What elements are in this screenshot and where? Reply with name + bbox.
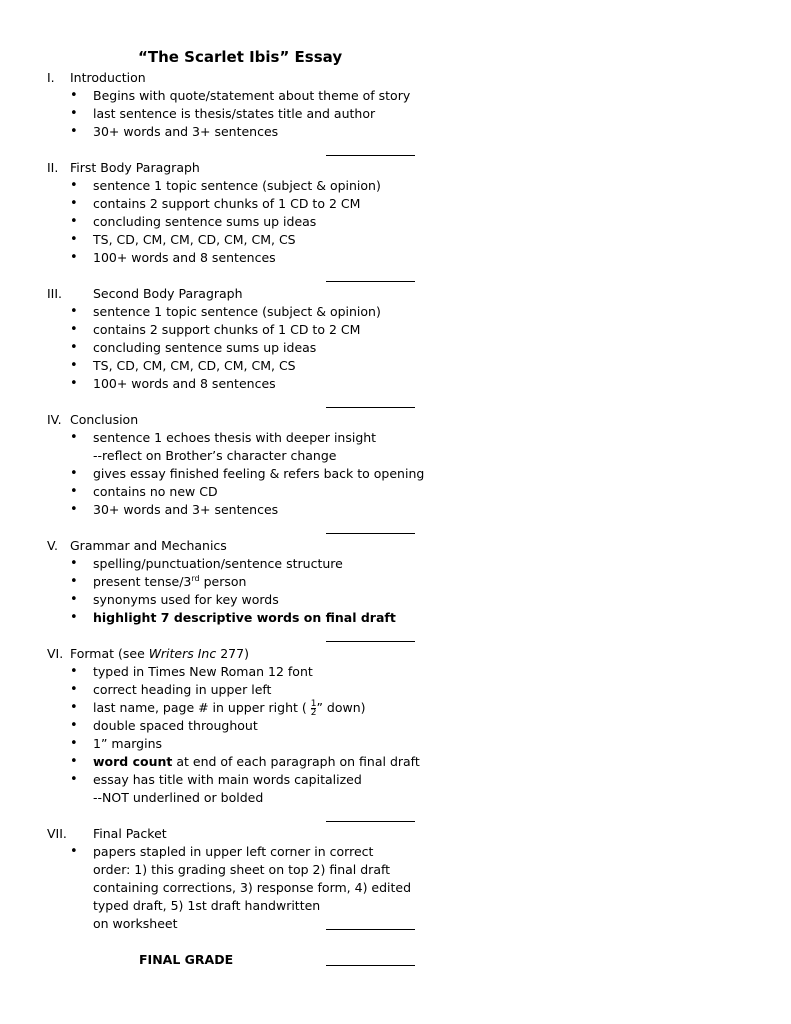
bullet-icon: •	[70, 250, 78, 265]
bullet-icon: •	[70, 664, 78, 679]
section-title	[70, 645, 249, 663]
bullet-icon: •	[70, 610, 78, 625]
bullet-icon: •	[70, 430, 78, 445]
list-item-continuation	[47, 915, 178, 933]
bullet-icon: •	[70, 340, 78, 355]
section-title: Introduction	[70, 70, 146, 85]
list-item	[47, 573, 247, 591]
list-item	[47, 717, 258, 735]
score-blank	[326, 821, 415, 822]
item-text: contains 2 support chunks of 1 CD to 2 CM	[93, 196, 361, 211]
item-text: --reflect on Brother’s character change	[93, 448, 337, 463]
item-text-part: last name, page # in upper right (	[93, 700, 311, 715]
section-heading	[47, 69, 146, 87]
section-numeral: IV.	[47, 412, 62, 427]
section-numeral: III.	[47, 286, 63, 301]
list-item	[47, 591, 279, 609]
list-item-continuation	[47, 789, 264, 807]
list-item	[47, 213, 317, 231]
bullet-icon: •	[70, 592, 78, 607]
item-text: concluding sentence sums up ideas	[93, 214, 317, 229]
bullet-icon: •	[70, 700, 78, 715]
list-item	[47, 375, 276, 393]
section-introduction	[47, 69, 411, 141]
superscript: rd	[191, 573, 200, 583]
document-title: “The Scarlet Ibis” Essay	[138, 48, 343, 66]
item-text-part: at end of each paragraph on final draft	[172, 754, 420, 769]
item-text: 1” margins	[93, 736, 163, 751]
item-text: concluding sentence sums up ideas	[93, 340, 317, 355]
list-item-continuation	[47, 879, 412, 897]
list-item	[47, 753, 420, 771]
list-item	[47, 321, 361, 339]
bullet-icon: •	[70, 718, 78, 733]
section-numeral: II.	[47, 160, 59, 175]
item-text: sentence 1 topic sentence (subject & opinion)	[93, 178, 381, 193]
item-text	[93, 699, 366, 717]
item-text: sentence 1 topic sentence (subject & opinion)	[93, 304, 381, 319]
bullet-icon: •	[70, 772, 78, 787]
list-item	[47, 483, 218, 501]
item-text: typed draft, 5) 1st draft handwritten	[93, 898, 321, 913]
bullet-icon: •	[70, 322, 78, 337]
section-heading	[47, 411, 138, 429]
list-item	[47, 357, 296, 375]
section-conclusion	[47, 411, 425, 519]
section-heading	[47, 285, 243, 303]
item-text: contains no new CD	[93, 484, 218, 499]
section-heading	[47, 645, 249, 663]
section-title: Second Body Paragraph	[93, 286, 243, 301]
section-numeral: VII.	[47, 826, 67, 841]
list-item	[47, 429, 377, 447]
book-title: Writers Inc	[148, 646, 217, 661]
final-grade-label: FINAL GRADE	[139, 952, 234, 967]
item-text: 100+ words and 8 sentences	[93, 376, 276, 391]
final-grade-blank	[326, 965, 415, 966]
score-blank	[326, 407, 415, 408]
section-numeral: I.	[47, 70, 55, 85]
heading-part: Format (see	[70, 646, 149, 661]
list-item	[47, 177, 381, 195]
bullet-icon: •	[70, 232, 78, 247]
bullet-icon: •	[70, 304, 78, 319]
section-numeral: V.	[47, 538, 58, 553]
list-item	[47, 87, 411, 105]
section-second-body	[47, 285, 381, 393]
section-title: Conclusion	[70, 412, 139, 427]
score-blank	[326, 929, 415, 930]
item-text-part: ” down)	[316, 700, 366, 715]
item-text: containing corrections, 3) response form, 4) edited	[93, 880, 412, 895]
list-item-continuation	[47, 447, 337, 465]
bullet-icon: •	[70, 502, 78, 517]
item-text-part: person	[199, 574, 247, 589]
list-item	[47, 735, 249, 753]
section-format	[47, 645, 420, 807]
section-heading	[47, 159, 200, 177]
fraction-denominator: 2	[310, 708, 317, 718]
item-text: 30+ words and 3+ sentences	[93, 502, 279, 517]
bullet-icon: •	[70, 574, 78, 589]
item-text: papers stapled in upper left corner in correct	[93, 844, 374, 859]
list-item	[47, 195, 361, 213]
score-blank	[326, 155, 415, 156]
item-text: Begins with quote/statement about theme of story	[93, 88, 411, 103]
score-blank	[326, 641, 415, 642]
list-item	[47, 465, 425, 483]
bullet-icon: •	[70, 106, 78, 121]
list-item	[47, 843, 374, 861]
fraction-numerator: 1	[310, 699, 317, 709]
item-text: typed in Times New Roman 12 font	[93, 664, 313, 679]
bullet-icon: •	[70, 376, 78, 391]
bullet-icon: •	[70, 736, 78, 751]
section-heading	[47, 825, 167, 843]
item-text: double spaced throughout	[93, 718, 258, 733]
item-text: TS, CD, CM, CM, CD, CM, CM, CS	[93, 232, 296, 247]
section-first-body	[47, 159, 381, 267]
bullet-icon: •	[70, 556, 78, 571]
bullet-icon: •	[70, 484, 78, 499]
bullet-icon: •	[70, 466, 78, 481]
list-item	[47, 249, 276, 267]
item-text-part: present tense/3	[93, 574, 192, 589]
list-item	[47, 123, 279, 141]
list-item	[47, 303, 381, 321]
section-title: First Body Paragraph	[70, 160, 200, 175]
list-item	[47, 555, 343, 573]
section-heading	[47, 537, 227, 555]
item-text: last sentence is thesis/states title and author	[93, 106, 376, 121]
item-text: correct heading in upper left	[93, 682, 272, 697]
bullet-icon: •	[70, 754, 78, 769]
item-text: gives essay finished feeling & refers back to opening	[93, 466, 425, 481]
list-item	[47, 501, 279, 519]
section-title: Grammar and Mechanics	[70, 538, 227, 553]
item-text: highlight 7 descriptive words on final draft	[93, 610, 396, 625]
item-text	[93, 753, 420, 771]
item-text: on worksheet	[93, 916, 178, 931]
heading-part: 277)	[216, 646, 249, 661]
bullet-icon: •	[70, 124, 78, 139]
score-blank	[326, 533, 415, 534]
bullet-icon: •	[70, 682, 78, 697]
list-item	[47, 339, 317, 357]
list-item	[47, 663, 313, 681]
section-numeral: VI.	[47, 646, 64, 661]
item-text: --NOT underlined or bolded	[93, 790, 264, 805]
list-item	[47, 609, 396, 627]
item-text-bold: word count	[93, 754, 173, 769]
score-blank	[326, 281, 415, 282]
bullet-icon: •	[70, 358, 78, 373]
item-text: sentence 1 echoes thesis with deeper insight	[93, 430, 377, 445]
list-item-continuation	[47, 861, 391, 879]
list-item	[47, 699, 366, 718]
item-text: essay has title with main words capitalized	[93, 772, 362, 787]
item-text: order: 1) this grading sheet on top 2) final draft	[93, 862, 391, 877]
item-text: synonyms used for key words	[93, 592, 279, 607]
item-text	[93, 573, 246, 591]
list-item	[47, 231, 296, 249]
bullet-icon: •	[70, 196, 78, 211]
bullet-icon: •	[70, 844, 78, 859]
item-text: TS, CD, CM, CM, CD, CM, CM, CS	[93, 358, 296, 373]
bullet-icon: •	[70, 214, 78, 229]
item-text: 30+ words and 3+ sentences	[93, 124, 279, 139]
item-text: contains 2 support chunks of 1 CD to 2 CM	[93, 322, 361, 337]
bullet-icon: •	[70, 88, 78, 103]
list-item	[47, 681, 272, 699]
bullet-icon: •	[70, 178, 78, 193]
item-text: spelling/punctuation/sentence structure	[93, 556, 343, 571]
item-text: 100+ words and 8 sentences	[93, 250, 276, 265]
section-title: Final Packet	[93, 826, 167, 841]
list-item	[47, 105, 376, 123]
section-final-packet	[47, 825, 412, 933]
list-item	[47, 771, 362, 789]
list-item-continuation	[47, 897, 321, 915]
section-grammar	[47, 537, 396, 627]
